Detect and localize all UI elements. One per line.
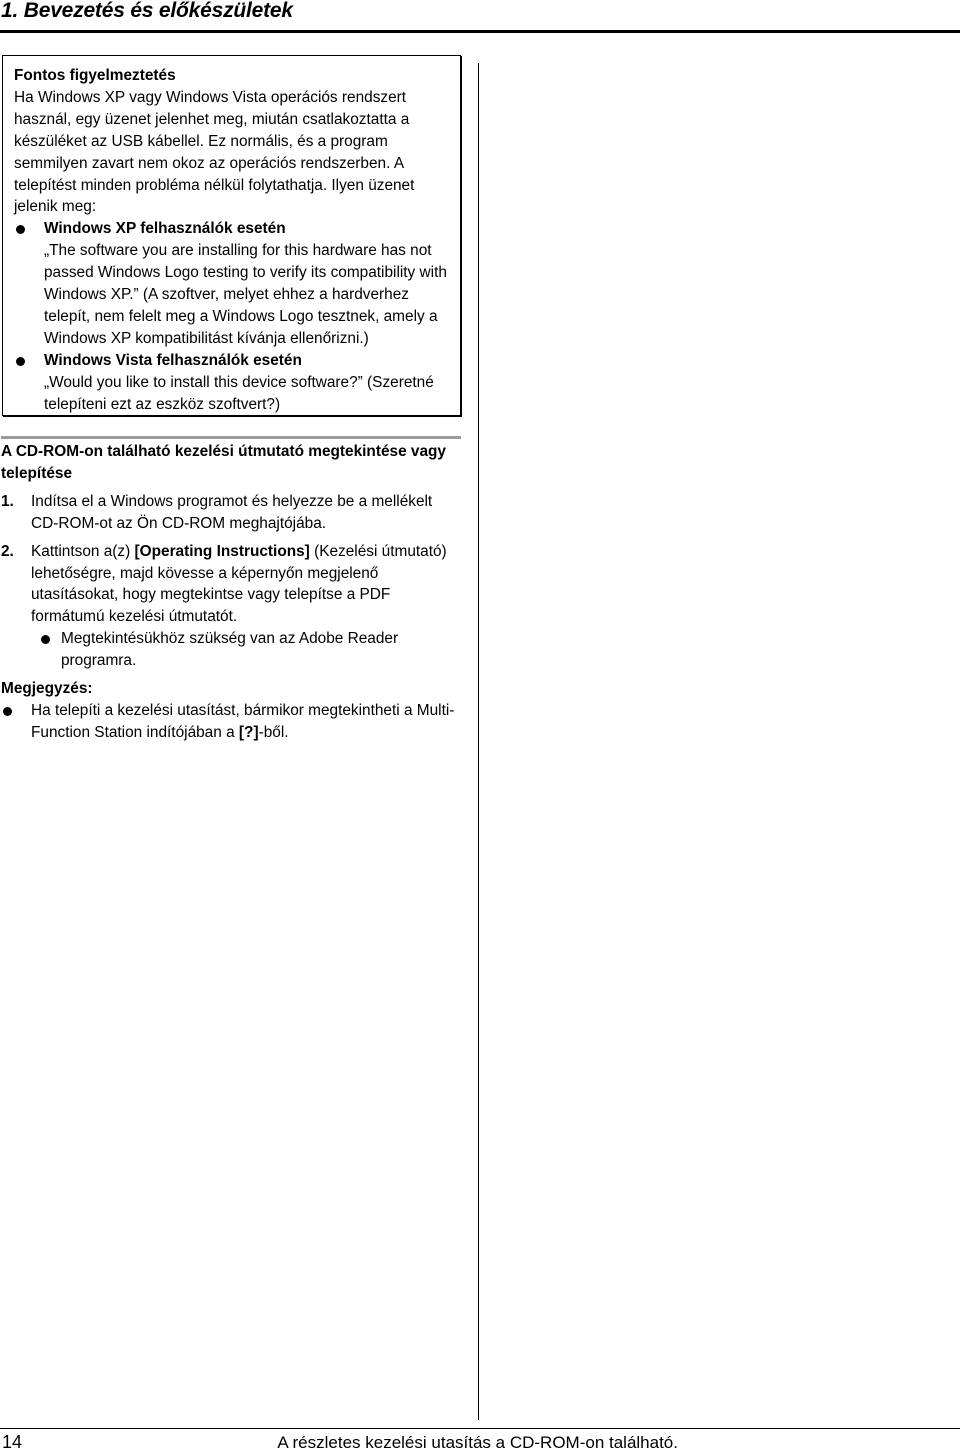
step-text-after: (Kezelési útmutató) lehetőségre, majd kövesse a képernyőn megjelenő utasításokat, hogy megtekintse vagy telepítse a PDF formátumú kezelési útmutatót.: [31, 542, 447, 626]
page-number: 14: [2, 1432, 23, 1452]
warning-item-heading: Windows XP felhasználók esetén: [44, 220, 286, 238]
step-number: 2.: [1, 542, 14, 560]
warning-intro: Ha Windows XP vagy Windows Vista operációs rendszert használ, egy üzenet jelenhet meg, miután csatlakoztatta a készüléket az USB kábellel. Ez normális, és a program semmilyen zavart nem okoz az operációs rendszerben. A telepítést minden probléma nélkül folytathatja. Ilyen üzenet jelenik meg:: [14, 88, 415, 216]
warning-list: [14, 218, 449, 415]
header-rule: [0, 30, 960, 33]
note-text-after: -ből.: [258, 723, 289, 741]
section-rule: [1, 436, 461, 439]
note-text-before: Ha telepíti a kezelési utasítást, bármikor megtekintheti a Multi-Function Station indítójában a: [31, 701, 455, 741]
page-title: 1. Bevezetés és előkészületek: [1, 0, 293, 22]
list-item: [14, 350, 449, 416]
operating-instructions-key: [Operating Instructions]: [134, 542, 310, 560]
list-item: [14, 218, 449, 349]
step-text: Indítsa el a Windows programot és helyezze be a mellékelt CD-ROM-ot az Ön CD-ROM meghajtójába.: [31, 492, 433, 532]
warning-box: [2, 55, 461, 416]
note-label: Megjegyzés:: [1, 680, 93, 698]
warning-item-text: „The software you are installing for this hardware has not passed Windows Logo testing to verify its compatibility with Windows XP.” (A szoftver, melyet ehhez a hardverhez telepít, nem felelt meg a Windows Logo tesztnek, amely a Windows XP kompatibilitást kívánja ellenőrizni.): [44, 242, 447, 347]
bullet-icon: [41, 635, 50, 644]
bullet-icon: [3, 707, 12, 716]
column-divider: [478, 63, 479, 1420]
step-text-before: Kattintson a(z): [31, 542, 135, 560]
step-item: [1, 541, 463, 672]
warning-title: Fontos figyelmeztetés: [14, 67, 176, 84]
bullet-icon: [16, 225, 25, 234]
step-text: [31, 541, 463, 629]
bullet-icon: [16, 357, 25, 366]
step-item: [1, 491, 463, 535]
section-content: [1, 441, 463, 744]
list-item: [1, 700, 463, 744]
list-item: [31, 628, 463, 672]
help-key: [?]: [238, 723, 259, 741]
section-heading: A CD-ROM-on található kezelési útmutató megtekintése vagy telepítése: [1, 443, 446, 482]
footer-rule: [0, 1428, 960, 1429]
step-number: 1.: [1, 492, 14, 510]
step-bullet-text: Megtekintésükhöz szükség van az Adobe Reader programra.: [61, 630, 399, 670]
warning-item-heading: Windows Vista felhasználók esetén: [44, 351, 302, 369]
footer-text: A részletes kezelési utasítás a CD-ROM-on található.: [277, 1433, 678, 1452]
steps-list: [1, 491, 463, 672]
warning-item-text: „Would you like to install this device software?” (Szeretné telepíteni ezt az eszköz szoftvert?): [44, 373, 434, 413]
